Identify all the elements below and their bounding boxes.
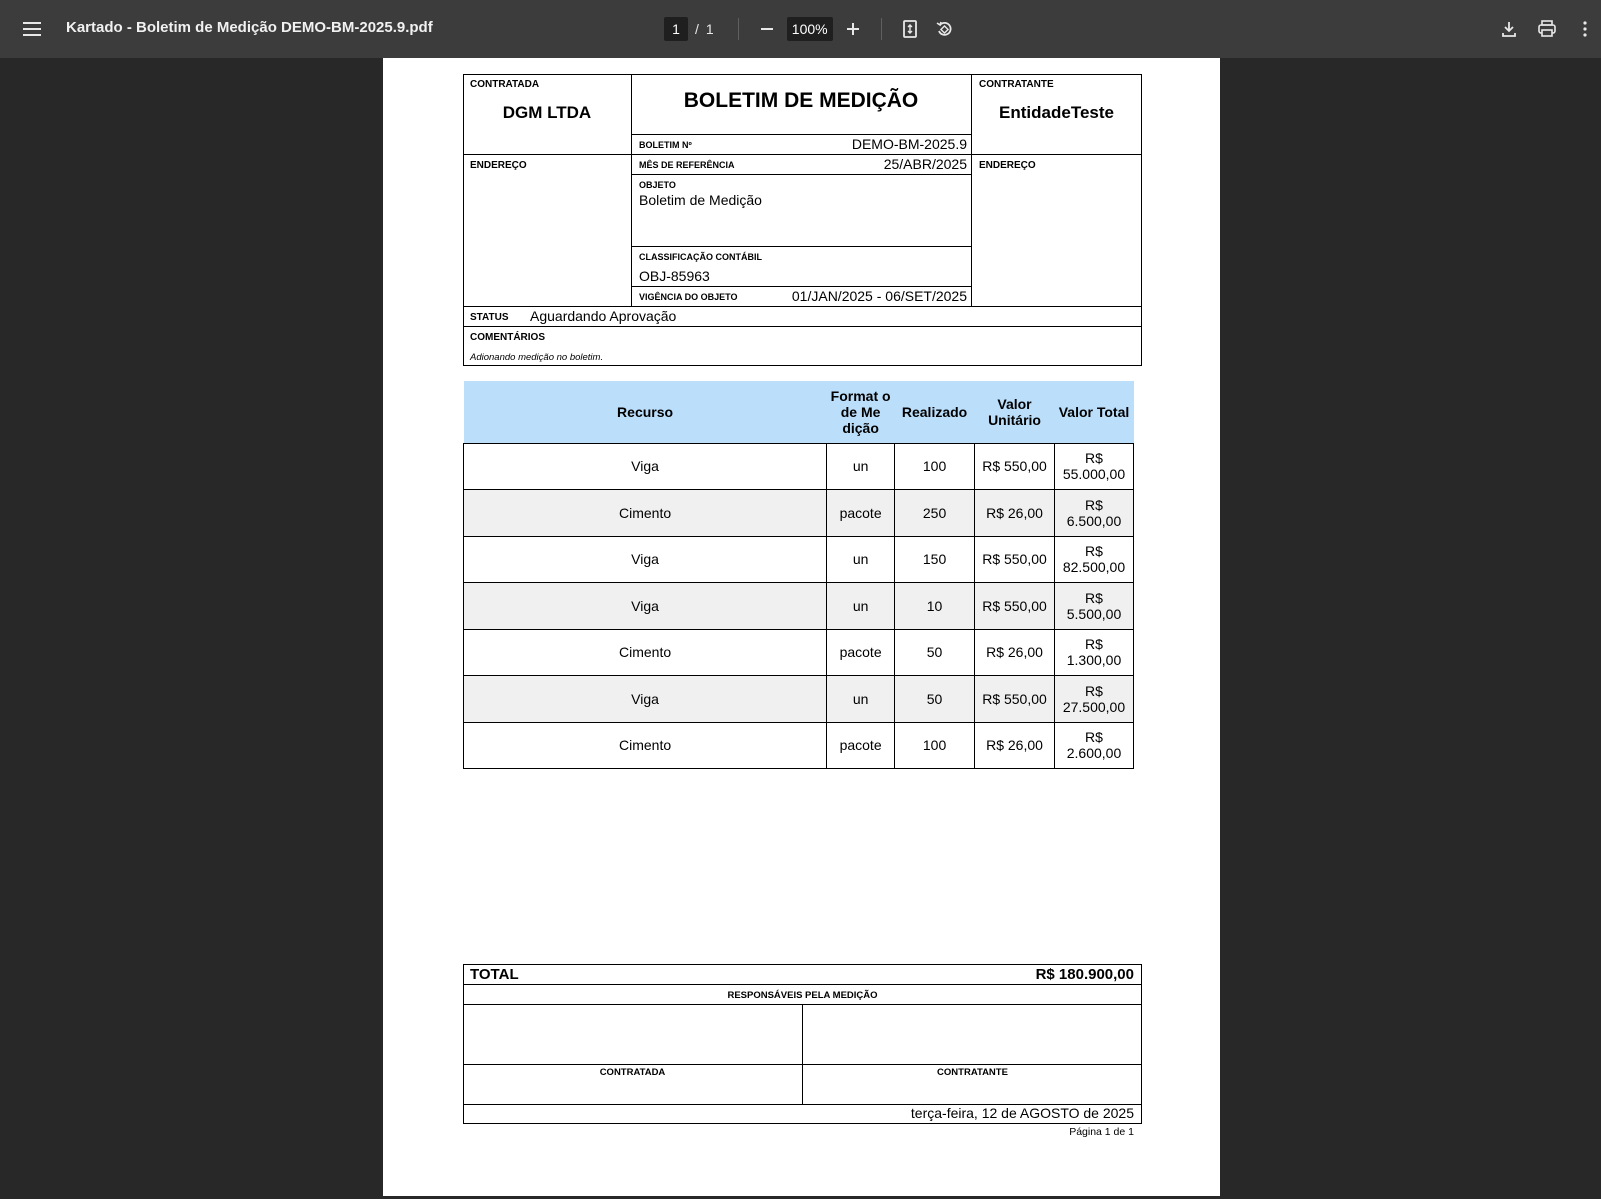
table-row [464,443,1134,490]
document-date: terça-feira, 12 de AGOSTO de 2025 [910,1105,1134,1121]
table-row [464,490,1134,537]
objeto-value: Boletim de Medição [639,192,762,208]
classificacao-label: CLASSIFICAÇÃO CONTÁBIL [639,252,762,262]
divider [463,984,1142,985]
vigencia-value: 01/JAN/2025 - 06/SET/2025 [791,288,967,304]
divider [631,174,971,175]
plus-icon [846,22,860,36]
boletim-label: BOLETIM Nº [639,140,692,150]
mes-referencia-value: 25/ABR/2025 [883,156,967,172]
page-number-input[interactable]: 1 [664,17,688,41]
cell-formato: un [827,676,895,723]
header-valor-unitario: Valor Unitário [975,381,1055,443]
cell-valor-total: R$ 1.300,00 [1054,629,1133,676]
minus-icon [760,22,774,36]
cell-valor-unitario: R$ 26,00 [975,490,1055,537]
cell-valor-unitario: R$ 26,00 [975,629,1055,676]
divider [631,246,971,247]
contratante-endereco-label: ENDEREÇO [979,160,1036,171]
table-row [464,536,1134,583]
cell-realizado: 250 [895,490,975,537]
contratada-name: DGM LTDA [502,103,592,122]
pdf-page [383,58,1220,1196]
cell-formato: pacote [827,629,895,676]
cell-recurso: Cimento [464,722,827,769]
table-header-row [464,381,1134,443]
vigencia-label: VIGÊNCIA DO OBJETO [639,292,738,302]
contratada-signature-area [463,1006,802,1064]
zoom-out-button[interactable] [753,15,781,43]
responsaveis-label: RESPONSÁVEIS PELA MEDIÇÃO [727,990,878,1001]
cell-realizado: 100 [895,443,975,490]
header-formato: Format o de Me dição [827,381,895,443]
cell-valor-total: R$ 27.500,00 [1054,676,1133,723]
cell-valor-total: R$ 82.500,00 [1054,536,1133,583]
zoom-input[interactable]: 100% [787,17,833,41]
rotate-button[interactable] [930,15,958,43]
zoom-in-button[interactable] [839,15,867,43]
table-row [464,583,1134,630]
print-icon [1537,20,1557,38]
cell-formato: pacote [827,722,895,769]
divider [463,306,1142,307]
table-row [464,629,1134,676]
total-pages: 1 [705,21,714,37]
header-recurso: Recurso [464,381,827,443]
cell-recurso: Viga [464,536,827,583]
signature-contratante-label: CONTRATANTE [937,1067,1008,1078]
cell-valor-unitario: R$ 550,00 [975,443,1055,490]
cell-realizado: 50 [895,629,975,676]
cell-valor-unitario: R$ 550,00 [975,583,1055,630]
table-row [464,722,1134,769]
divider [631,286,971,287]
mes-referencia-label: MÊS DE REFERÊNCIA [639,160,735,170]
cell-realizado: 150 [895,536,975,583]
cell-formato: un [827,583,895,630]
pdf-toolbar [0,0,1601,58]
header-valor-total: Valor Total [1054,381,1133,443]
contratada-endereco-label: ENDEREÇO [470,160,527,171]
cell-valor-total: R$ 6.500,00 [1054,490,1133,537]
cell-realizado: 50 [895,676,975,723]
cell-valor-total: R$ 5.500,00 [1054,583,1133,630]
fit-page-icon [902,20,918,38]
toolbar-divider [738,18,739,40]
toolbar-divider [881,18,882,40]
contratante-signature-area [803,1006,1142,1064]
total-value: R$ 180.900,00 [1035,966,1134,983]
page-info: Página 1 de 1 [1069,1126,1134,1138]
divider [631,134,971,135]
menu-icon[interactable] [20,17,44,41]
cell-realizado: 10 [895,583,975,630]
divider [463,154,1142,155]
cell-realizado: 100 [895,722,975,769]
rotate-icon [934,19,954,39]
cell-valor-unitario: R$ 26,00 [975,722,1055,769]
cell-valor-total: R$ 55.000,00 [1054,443,1133,490]
cell-valor-total: R$ 2.600,00 [1054,722,1133,769]
cell-valor-unitario: R$ 550,00 [975,536,1055,583]
download-icon [1500,20,1518,38]
cell-valor-unitario: R$ 550,00 [975,676,1055,723]
page-controls [664,17,958,41]
document-title: Kartado - Boletim de Medição DEMO-BM-2025.9.pdf [66,19,433,36]
fit-page-button[interactable] [896,15,924,43]
contratada-label: CONTRATADA [470,79,540,90]
print-button[interactable] [1533,15,1561,43]
cell-recurso: Cimento [464,490,827,537]
cell-recurso: Viga [464,443,827,490]
cell-recurso: Cimento [464,629,827,676]
more-options-button[interactable] [1571,15,1599,43]
classificacao-value: OBJ-85963 [639,268,710,284]
cell-formato: pacote [827,490,895,537]
document-heading: BOLETIM DE MEDIÇÃO [683,89,919,112]
signature-contratada-label: CONTRATADA [599,1067,666,1078]
cell-recurso: Viga [464,583,827,630]
contratante-label: CONTRATANTE [979,79,1054,90]
cell-recurso: Viga [464,676,827,723]
items-table [463,381,1134,769]
contratante-name: EntidadeTeste [999,103,1114,122]
objeto-label: OBJETO [639,180,676,190]
toolbar-actions [1495,15,1601,43]
total-label: TOTAL [470,966,519,983]
status-value: Aguardando Aprovação [530,308,677,324]
download-button[interactable] [1495,15,1523,43]
page-separator: / [695,21,699,37]
cell-formato: un [827,536,895,583]
header-realizado: Realizado [895,381,975,443]
status-label: STATUS [470,312,509,323]
more-vert-icon [1582,20,1588,38]
comentarios-label: COMENTÁRIOS [470,332,545,343]
comentarios-value: Adionando medição no boletim. [470,352,604,363]
cell-formato: un [827,443,895,490]
boletim-value: DEMO-BM-2025.9 [851,136,967,152]
table-row [464,676,1134,723]
divider [463,326,1142,327]
